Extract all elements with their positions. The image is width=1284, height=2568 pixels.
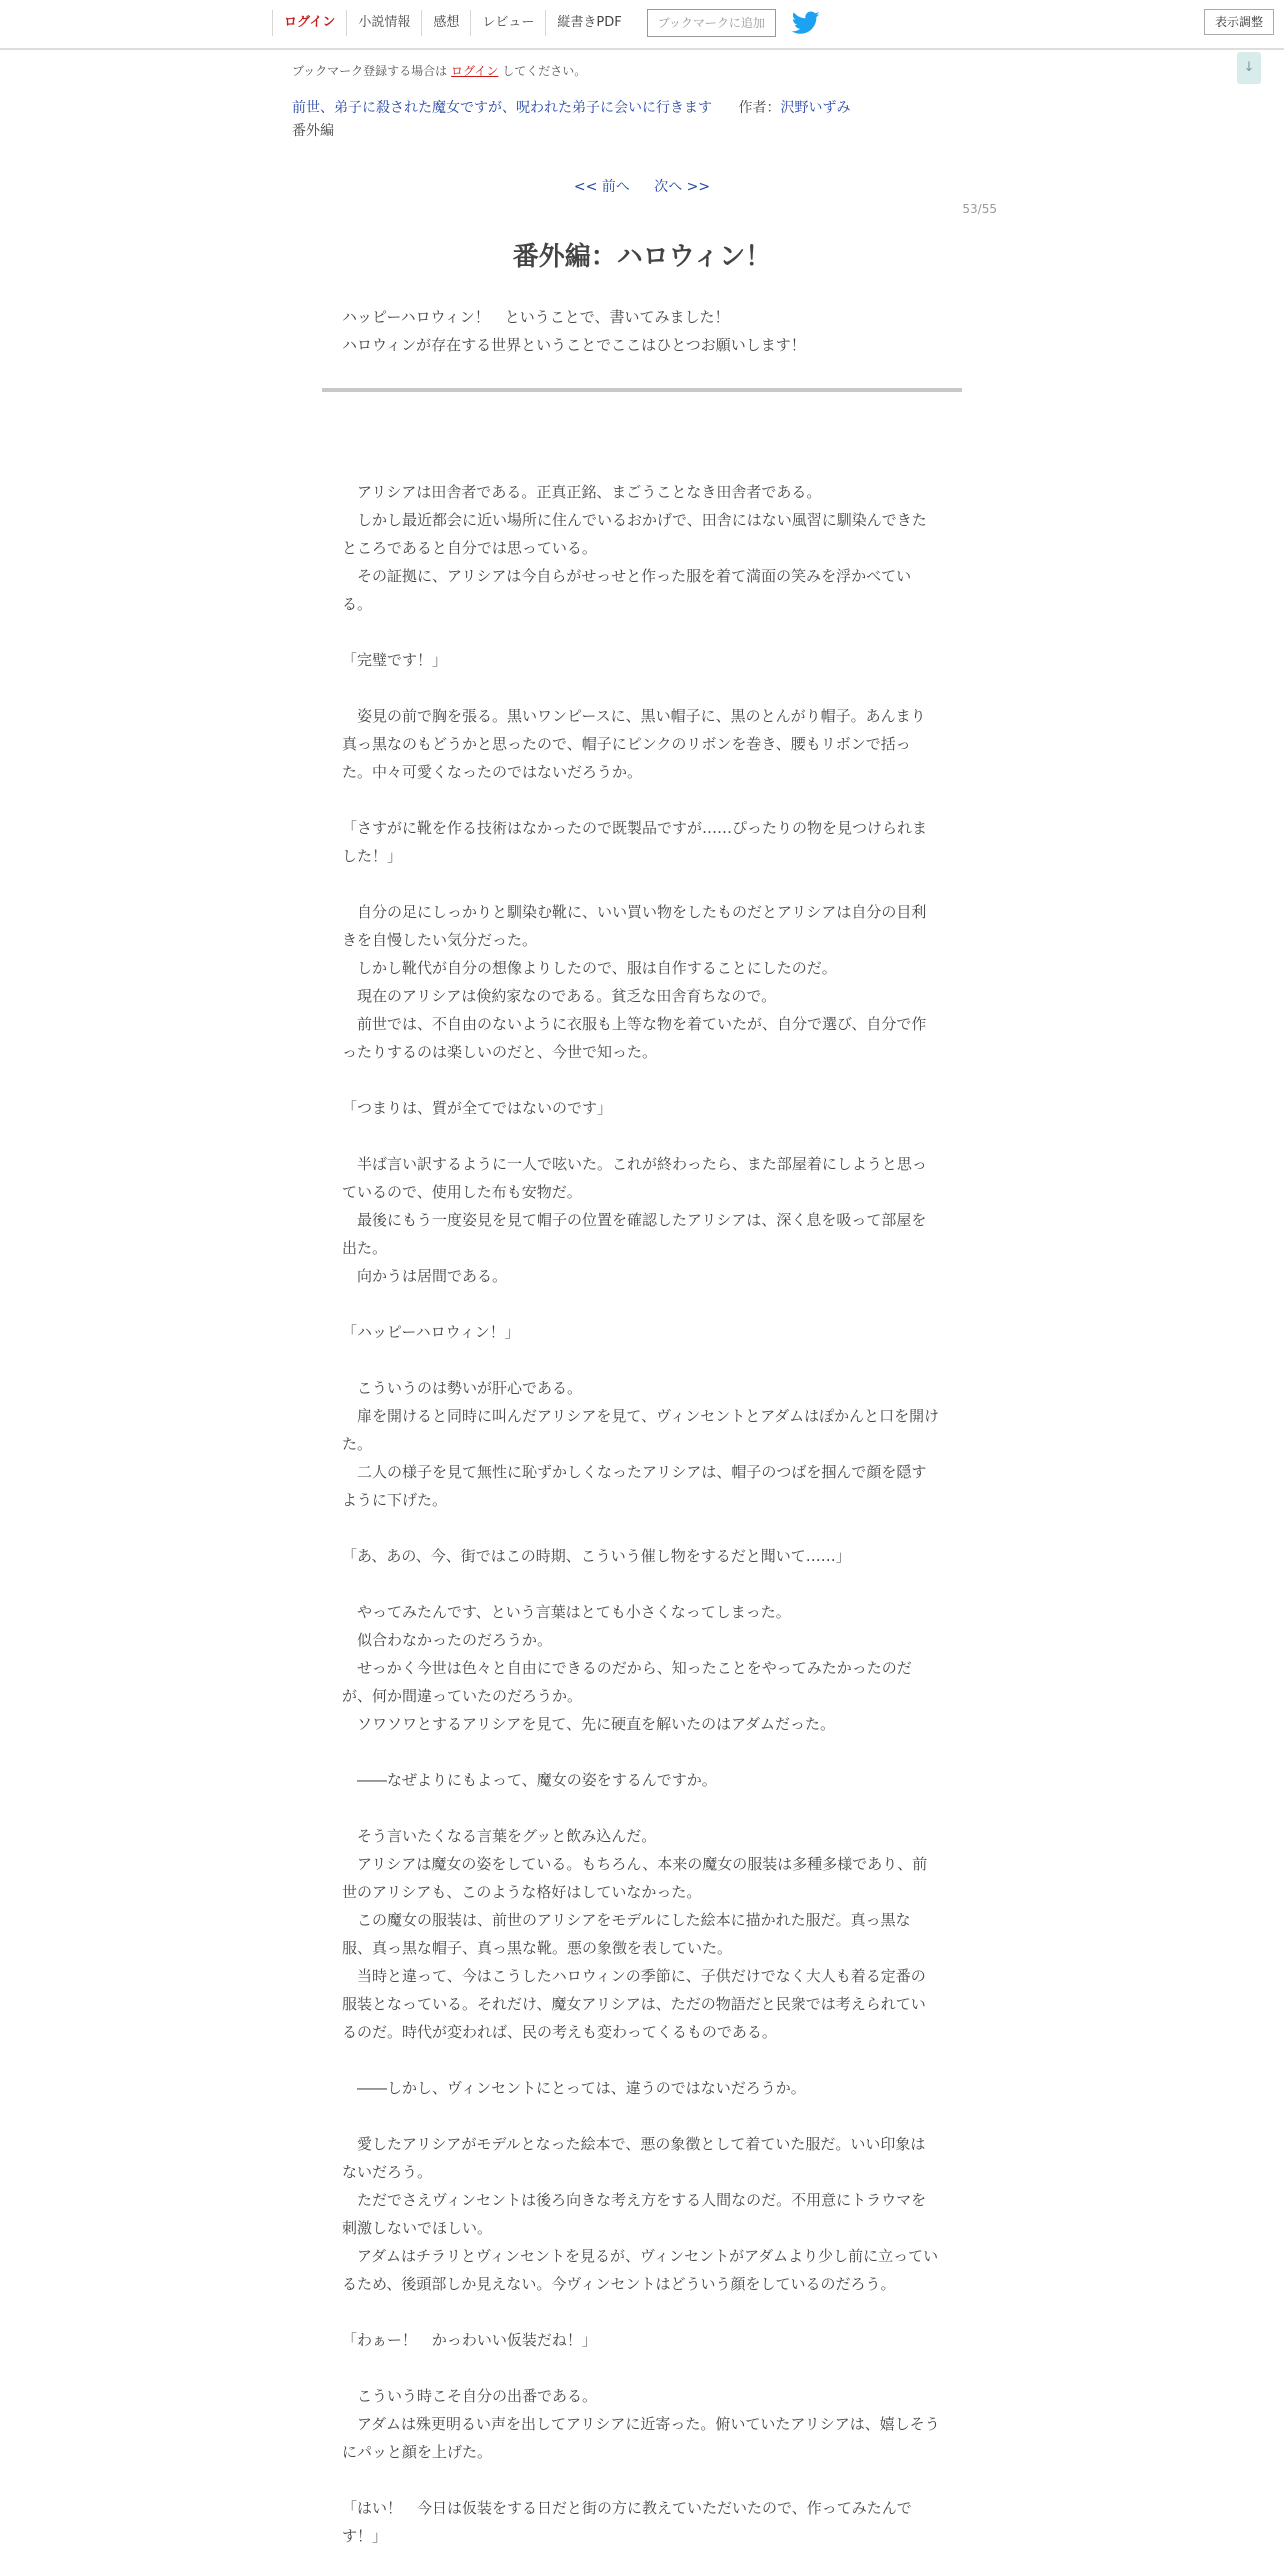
body-paragraph: こういうのは勢いが肝心である。 xyxy=(342,1379,583,1397)
body-paragraph: 当時と違って、今はこうしたハロウィンの季節に、子供だけでなく大人も着る定番の服装となっている。それだけ、魔女アリシアは、ただの物語だと民衆では考えられているのだ。時代が変われば、民の考えも変わってくるものである。 xyxy=(342,1967,926,2041)
blank-line xyxy=(342,618,940,646)
body-paragraph: その証拠に、アリシアは今自らがせっせと作った服を着て満面の笑みを浮かべている。 xyxy=(342,567,912,613)
scroll-down-tab[interactable]: ↓ xyxy=(1237,52,1261,84)
body-paragraph: 「完璧です！」 xyxy=(342,651,448,669)
blank-line xyxy=(342,870,940,898)
nav-login[interactable]: ログイン xyxy=(272,10,346,36)
blank-line xyxy=(342,2102,940,2130)
add-bookmark-button[interactable]: ブックマークに追加 xyxy=(647,9,776,37)
body-paragraph: 最後にもう一度姿見を見て帽子の位置を確認したアリシアは、深く息を吸って部屋を出た。 xyxy=(342,1211,927,1257)
bookmark-note-login-link[interactable]: ログイン xyxy=(451,64,499,78)
body-paragraph: 姿見の前で胸を張る。黒いワンピースに、黒い帽子に、黒のとんがり帽子。あんまり真っ黒なのもどうかと思ったので、帽子にピンクのリボンを巻き、腰もリボンで括った。中々可愛くなったのではないだろうか。 xyxy=(342,707,926,781)
blank-line xyxy=(342,2046,940,2074)
blank-line xyxy=(342,1066,940,1094)
body-paragraph: しかし最近都会に近い場所に住んでいるおかげで、田舎にはない風習に馴染んできたところであると自分では思っている。 xyxy=(342,511,927,557)
body-paragraph: アダムはチラリとヴィンセントを見るが、ヴィンセントがアダムより少し前に立っているため、後頭部しか見えない。今ヴィンセントはどういう顔をしているのだろう。 xyxy=(342,2247,939,2293)
body-paragraph: アリシアは田舎者である。正真正銘、まごうことなき田舎者である。 xyxy=(342,483,822,501)
blank-line xyxy=(342,1738,940,1766)
preface xyxy=(342,303,942,359)
body-paragraph: アダムは殊更明るい声を出してアリシアに近寄った。俯いていたアリシアは、嬉しそうにパッと顔を上げた。 xyxy=(342,2415,940,2461)
chapter-body xyxy=(342,478,940,2550)
body-paragraph: 「あ、あの、今、街ではこの時期、こういう催し物をするだと聞いて……」 xyxy=(342,1547,851,1565)
nav-review[interactable]: レビュー xyxy=(470,10,545,36)
author-link[interactable]: 沢野いずみ xyxy=(780,100,851,116)
body-paragraph: ソワソワとするアリシアを見て、先に硬直を解いたのはアダムだった。 xyxy=(342,1715,836,1733)
body-paragraph: せっかく今世は色々と自由にできるのだから、知ったことをやってみたかったのだが、何か間違っていたのだろうか。 xyxy=(342,1659,912,1705)
chapter-label: 番外編 xyxy=(292,123,334,139)
body-paragraph: 自分の足にしっかりと馴染む靴に、いい買い物をしたものだとアリシアは自分の目利きを自慢したい気分だった。 xyxy=(342,903,927,949)
next-page-link[interactable]: 次へ >> xyxy=(654,179,711,195)
bookmark-login-note xyxy=(292,62,586,79)
bookmark-note-suffix: してください。 xyxy=(502,64,587,78)
top-navigation-bar xyxy=(0,0,1284,50)
novel-header xyxy=(292,97,850,117)
novel-title-link[interactable]: 前世、弟子に殺された魔女ですが、呪われた弟子に会いに行きます xyxy=(292,100,712,116)
preface-line: ハロウィンが存在する世界ということでここはひとつお願いします！ xyxy=(342,336,806,354)
bookmark-note-prefix: ブックマーク登録する場合は xyxy=(292,64,448,78)
body-paragraph: ただでさえヴィンセントは後ろ向きな考え方をする人間なのだ。不用意にトラウマを刺激しないでほしい。 xyxy=(342,2191,927,2237)
blank-line xyxy=(342,1122,940,1150)
display-settings-button[interactable]: 表示調整 xyxy=(1204,9,1274,35)
nav-impressions[interactable]: 感想 xyxy=(421,10,470,36)
blank-line xyxy=(342,674,940,702)
body-paragraph: アリシアは魔女の姿をしている。もちろん、本来の魔女の服装は多種多様であり、前世のアリシアも、このような格好はしていなかった。 xyxy=(342,1855,928,1901)
blank-line xyxy=(342,2298,940,2326)
blank-line xyxy=(342,1346,940,1374)
preface-divider xyxy=(322,388,962,392)
body-paragraph: こういう時こそ自分の出番である。 xyxy=(342,2387,598,2405)
preface-line: ハッピーハロウィン！ ということで、書いてみました！ xyxy=(342,308,730,326)
blank-line xyxy=(342,1570,940,1598)
body-paragraph: 向かうは居間である。 xyxy=(342,1267,508,1285)
nav-vertical-pdf[interactable]: 縦書きPDF xyxy=(545,10,632,36)
blank-line xyxy=(342,1794,940,1822)
body-paragraph: しかし靴代が自分の想像よりしたので、服は自作することにしたのだ。 xyxy=(342,959,837,977)
main-nav xyxy=(272,6,820,40)
body-paragraph: ――なぜよりにもよって、魔女の姿をするんですか。 xyxy=(342,1771,717,1789)
body-paragraph: 扉を開けると同時に叫んだアリシアを見て、ヴィンセントとアダムはぽかんと口を開けた。 xyxy=(342,1407,940,1453)
body-paragraph: この魔女の服装は、前世のアリシアをモデルにした絵本に描かれた服だ。真っ黒な服、真っ黒な帽子、真っ黒な靴。悪の象徴を表していた。 xyxy=(342,1911,911,1957)
body-paragraph: 半ば言い訳するように一人で呟いた。これが終わったら、また部屋着にしようと思っているので、使用した布も安物だ。 xyxy=(342,1155,927,1201)
body-paragraph: 「つまりは、質が全てではないのです」 xyxy=(342,1099,613,1117)
body-paragraph: 現在のアリシアは倹約家なのである。貧乏な田舎育ちなので。 xyxy=(342,987,777,1005)
body-paragraph: 「わぁー！ かっわいい仮装だね！」 xyxy=(342,2331,597,2349)
blank-line xyxy=(342,786,940,814)
pager xyxy=(0,176,1284,196)
nav-novel-info[interactable]: 小説情報 xyxy=(346,10,421,36)
episode-title: 番外編：ハロウィン！ xyxy=(512,242,772,272)
body-paragraph: ――しかし、ヴィンセントにとっては、違うのではないだろうか。 xyxy=(342,2079,806,2097)
blank-line xyxy=(342,1514,940,1542)
body-paragraph: 「さすがに靴を作る技術はなかったので既製品ですが……ぴったりの物を見つけられました！」 xyxy=(342,819,928,865)
body-paragraph: 「はい！ 今日は仮装をする日だと街の方に教えていただいたので、作ってみたんです！」 xyxy=(342,2499,912,2545)
body-paragraph: 前世では、不自由のないように衣服も上等な物を着ていたが、自分で選び、自分で作ったりするのは楽しいのだと、今世で知った。 xyxy=(342,1015,927,1061)
blank-line xyxy=(342,2354,940,2382)
body-paragraph: 似合わなかったのだろうか。 xyxy=(342,1631,553,1649)
body-paragraph: やってみたんです、という言葉はとても小さくなってしまった。 xyxy=(342,1603,791,1621)
prev-page-link[interactable]: << 前へ xyxy=(573,179,630,195)
body-paragraph: 「ハッピーハロウィン！」 xyxy=(342,1323,520,1341)
author-label: 作者： xyxy=(738,100,781,116)
body-paragraph: そう言いたくなる言葉をグッと飲み込んだ。 xyxy=(342,1827,657,1845)
blank-line xyxy=(342,2466,940,2494)
twitter-icon[interactable] xyxy=(792,11,820,35)
body-paragraph: 二人の様子を見て無性に恥ずかしくなったアリシアは、帽子のつばを掴んで顔を隠すように下げた。 xyxy=(342,1463,927,1509)
blank-line xyxy=(342,1290,940,1318)
body-paragraph: 愛したアリシアがモデルとなった絵本で、悪の象徴として着ていた服だ。いい印象はないだろう。 xyxy=(342,2135,926,2181)
page-count: 53/55 xyxy=(962,202,997,216)
